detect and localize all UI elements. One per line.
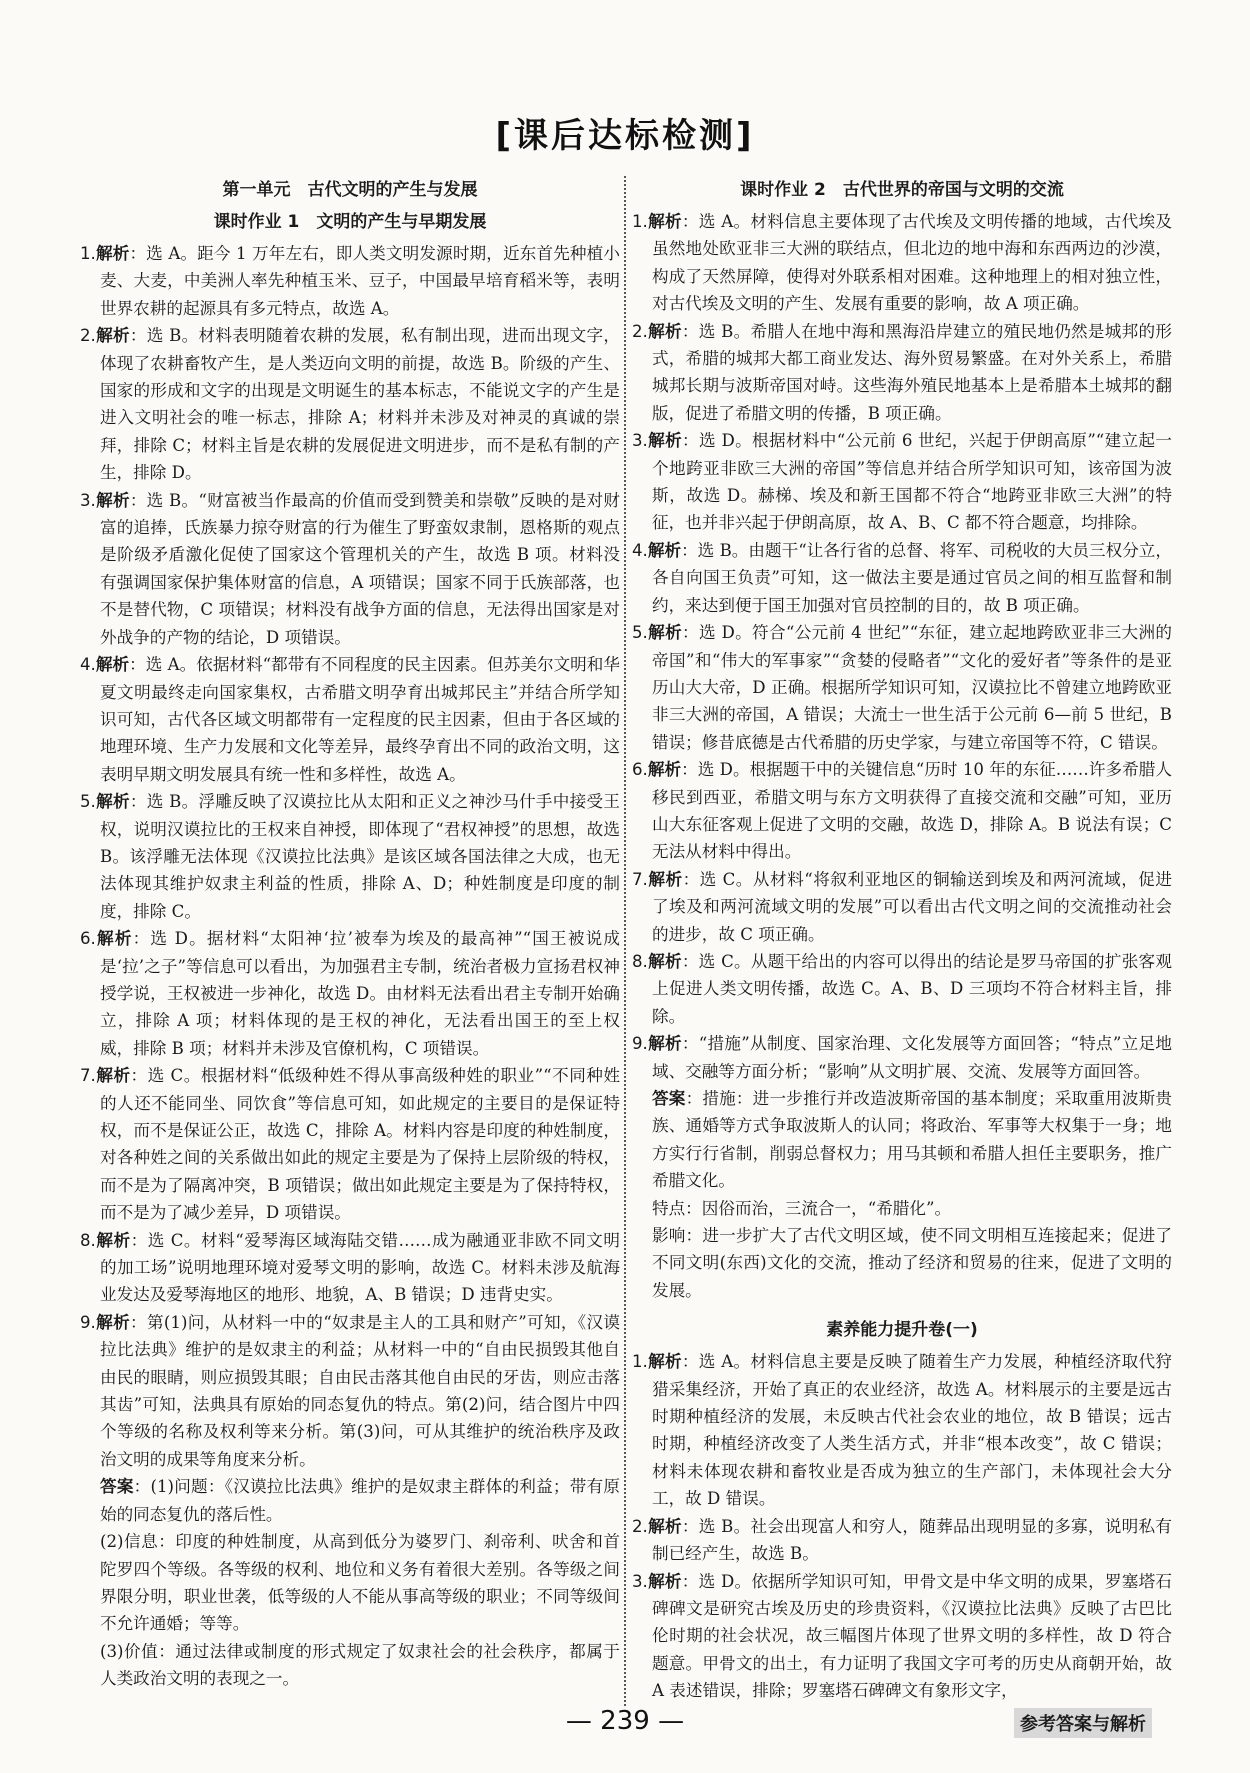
footer-label: 参考答案与解析 [1014, 1708, 1152, 1738]
item-number: 3. [632, 1571, 648, 1591]
answer-block [652, 1085, 1172, 1195]
unit-title: 第一单元 古代文明的产生与发展 [222, 180, 478, 200]
item-text: ：选 D。根据题干中的关键信息“历时 10 年的东征……许多希腊人移民到西亚，希腊文明与东方文明获得了直接交流和交融”可知，亚历山大东征客观上促进了文明的交融，故选 D，排除 A。B 说法有误；C 无法从材料中得出。 [652, 760, 1172, 862]
item-text: ：第(1)问，从材料一中的“奴隶是主人的工具和财产”可知，《汉谟拉比法典》维护的是奴隶主的利益；从材料一中的“自由民损毁其他自由民的眼睛，则应损毁其眼；自由民击落其他自由民的牙齿，则应击落其齿”可知，法典具有原始的同态复仇的特点。第(2)问，结合图片中四个等级的名称及权利等来分析。第(3)问，可从其维护的统治秩序及政治文明的成果等角度来分析。 [100, 1312, 621, 1469]
item-text: ：选 C。从材料“将叙利亚地区的铜输送到埃及和两河流域，促进了埃及和两河流域文明的发展”可以看出古代文明之间的交流推动社会的进步，故 C 项正确。 [652, 869, 1173, 944]
answer-item [632, 208, 1172, 318]
page-header [0, 108, 1250, 157]
answer-item [80, 1062, 620, 1226]
item-text: ：选 B。浮雕反映了汉谟拉比从太阳和正义之神沙马什手中接受王权，说明汉谟拉比的王权来自神授，即体现了“君权神授”的思想，故选 B。该浮雕无法体现《汉谟拉比法典》是该区域各国法律之大成，也无法体现其维护奴隶主利益的性质，排除 A、D；种姓制度是印度的制度，排除 C。 [100, 792, 621, 921]
answer-item [632, 948, 1172, 1030]
item-keyword: 解析 [95, 326, 130, 346]
item-keyword: 解析 [95, 244, 130, 263]
answer-item [632, 318, 1172, 428]
item-text: ：选 D。根据材料中“公元前 6 世纪，兴起于伊朗高原”“建立起一个地跨亚非欧三大洲的帝国”等信息并结合所学知识可知，该帝国为波斯，故选 D。赫梯、埃及和新王国都不符合“地跨亚非欧三大洲”的特征，也并非兴起于伊朗高原，故 A、B、C 都不符合题意，均排除。 [652, 431, 1172, 533]
item-text: ：“措施”从制度、国家治理、文化发展等方面回答；“特点”立足地域、交融等方面分析；“影响”从文明扩展、交流、发展等方面回答。 [652, 1034, 1172, 1081]
item-number: 2. [632, 1516, 648, 1536]
item-number: 1. [80, 244, 96, 263]
item-number: 1. [632, 1352, 648, 1372]
item-keyword: 解析 [647, 623, 683, 643]
header-title: [课后达标检测] [495, 116, 755, 156]
answer-item [632, 756, 1172, 866]
item-text: ：选 A。依据材料“都带有不同程度的民主因素。但苏美尔文明和华夏文明最终走向国家集权，古希腊文明孕育出城邦民主”并结合所学知识可知，古代各区域文明都带有一定程度的民主因素，但由于各区域的地理环境、生产力发展和文化等差异，最终孕育出不同的政治文明，这表明早期文明发展具有统一性和多样性，故选 A。 [100, 655, 620, 784]
item-keyword: 解析 [95, 655, 130, 675]
item-number: 4. [80, 655, 96, 675]
answer-text: (3)价值：通过法律或制度的形式规定了奴隶社会的社会秩序，都属于人类政治文明的表现之一。 [100, 1641, 620, 1689]
answer-item [632, 537, 1172, 619]
item-number: 1. [632, 212, 648, 231]
answer-item [632, 1513, 1172, 1568]
item-keyword: 解析 [647, 1516, 682, 1536]
answer-item [632, 619, 1172, 756]
item-keyword: 解析 [95, 1312, 131, 1332]
item-keyword: 解析 [647, 321, 682, 341]
answer-item [632, 427, 1172, 537]
answer-item [632, 1568, 1172, 1705]
item-number: 4. [632, 540, 648, 560]
item-number: 5. [80, 792, 96, 812]
answer-text: ：(1)问题：《汉谟拉比法典》维护的是奴隶主群体的利益；带有原始的同态复仇的落后性。 [100, 1477, 620, 1524]
item-keyword: 解析 [647, 540, 682, 560]
item-text: ：选 D。据材料“太阳神‘拉’被奉为埃及的最高神”“国王被说成是‘拉’之子”等信息可以看出，为加强君主专制，统治者极力宣扬君权神授学说，王权被进一步神化，故选 D。由材料无法看出君主专制开始确立，排除 A 项；材料体现的是王权的神化，无法看出国王的至上权威，排除 B 项；材料并未涉及官僚机构，C 项错误。 [100, 929, 621, 1058]
item-keyword: 解析 [647, 1352, 682, 1372]
item-text: ：选 C。材料“爱琴海区域海陆交错……成为融通亚非欧不同文明的加工场”说明地理环境对爱琴文明的影响，故选 C。材料未涉及航海业发达及爱琴海地区的地形、地貌，A、B 错误；D 违背史实。 [100, 1230, 621, 1305]
item-text: ：选 C。从题干给出的内容可以得出的结论是罗马帝国的扩张客观上促进人类文明传播，故选 C。A、B、D 三项均不符合材料主旨，排除。 [652, 951, 1172, 1026]
answer-item [80, 925, 620, 1062]
item-text: ：选 B。希腊人在地中海和黑海沿岸建立的殖民地仍然是城邦的形式，希腊的城邦大都工商业发达、海外贸易繁盛。在对外关系上，希腊城邦长期与波斯帝国对峙。这些海外殖民地基本上是希腊本土城邦的翻版，促进了希腊文明的传播，B 项正确。 [652, 321, 1173, 423]
item-number: 7. [80, 1066, 96, 1086]
answer-keyword: 答案 [652, 1089, 686, 1108]
lesson-title: 课时作业 1 文明的产生与早期发展 [213, 212, 487, 232]
answer-text: (2)信息：印度的种姓制度，从高到低分为婆罗门、刹帝利、吠舍和首陀罗四个等级。各等级的权利、地位和义务有着很大差别。各等级之间界限分明，职业世袭，低等级的人不能从事高等级的职业；不同等级间不允许通婚；等等。 [100, 1532, 620, 1634]
answer-keyword: 答案 [100, 1477, 134, 1497]
right-column [632, 176, 1172, 1705]
answer-item [632, 1030, 1172, 1085]
item-number: 8. [80, 1230, 96, 1250]
page-number: — 239 — [565, 1706, 685, 1736]
item-keyword: 解析 [647, 1034, 682, 1054]
item-keyword: 解析 [647, 951, 682, 971]
column-divider [624, 176, 626, 1706]
item-number: 2. [80, 326, 96, 346]
item-keyword: 解析 [647, 431, 683, 451]
item-number: 7. [632, 869, 648, 889]
item-keyword: 解析 [95, 1230, 131, 1250]
item-keyword: 解析 [95, 792, 130, 812]
answer-text: ：措施：进一步推行并改造波斯帝国的基本制度；采取重用波斯贵族、通婚等方式争取波斯人的认同；将政治、军事等大权集于一身；地方实行行省制，削弱总督权力；用马其顿和希腊人担任主要职务，推广希腊文化。 [652, 1089, 1173, 1191]
item-text: ：选 A。材料信息主要体现了古代埃及文明传播的地域，古代埃及虽然地处欧亚非三大洲的联结点，但北边的地中海和东西两边的沙漠，构成了天然屏障，使得对外联系相对困难。这种地理上的相对独立性，对古代埃及文明的产生、发展有重要的影响，故 A 项正确。 [652, 212, 1172, 314]
item-text: ：选 D。依据所学知识可知，甲骨文是中华文明的成果，罗塞塔石碑碑文是研究古埃及历史的珍贵资料，《汉谟拉比法典》反映了古巴比伦时期的社会状况，故三幅图片体现了世界文明的多样性，故 D 符合题意。甲骨文的出土，有力证明了我国文字可考的历史从商朝开始，故 A 表述错误，排除；罗塞塔石碑碑文有象形文字， [652, 1571, 1173, 1701]
item-keyword: 解析 [95, 490, 130, 510]
item-text: ：选 B。“财富被当作最高的价值而受到赞美和崇敬”反映的是对财富的追捧，氏族暴力掠夺财富的行为催生了野蛮奴隶制，恩格斯的观点是阶级矛盾激化促使了国家这个管理机关的产生，故选 B 项。材料没有强调国家保护集体财富的信息，A 项错误；国家不同于氏族部落，也不是替代物，C 项错误；材料没有战争方面的信息，无法得出国家是对外战争的产物的结论，D 项错误。 [100, 490, 621, 647]
lesson-title: 课时作业 2 古代世界的帝国与文明的交流 [740, 180, 1064, 200]
item-keyword: 解析 [647, 869, 683, 889]
answer-item [80, 322, 620, 486]
answer-item [80, 1309, 620, 1473]
item-number: 9. [632, 1034, 648, 1054]
answer-item [80, 1227, 620, 1309]
answer-item [80, 651, 620, 788]
answer-item [632, 1348, 1172, 1512]
item-keyword: 解析 [95, 1066, 131, 1086]
item-text: ：选 B。社会出现富人和穷人，随葬品出现明显的多寡，说明私有制已经产生，故选 B。 [652, 1516, 1173, 1564]
item-text: ：选 C。根据材料“低级种姓不得从事高级种姓的职业”“不同种姓的人还不能同坐、同饮食”等信息可知，如此规定的主要目的是保证特权，而不是保证公正，故选 C，排除 A。材料内容是印度的种姓制度，对各种姓之间的关系做出如此的规定主要是为了保持上层阶级的特权，而不是为了隔离冲突，B 项错误；做出如此规定主要是为了保持特权，而不是为了减少差异，D 项错误。 [100, 1066, 621, 1223]
item-keyword: 解析 [647, 212, 682, 231]
item-number: 2. [632, 321, 648, 341]
item-number: 5. [632, 623, 648, 643]
answer-text: 特点：因俗而治，三流合一，“希腊化”。 [652, 1198, 952, 1218]
answer-text: 影响：进一步扩大了古代文明区域，使不同文明相互连接起来；促进了不同文明(东西)文化的交流，推动了经济和贸易的往来，促进了文明的发展。 [652, 1226, 1172, 1300]
item-number: 6. [80, 929, 96, 949]
item-number: 8. [632, 951, 648, 971]
answer-item [80, 788, 620, 925]
item-number: 6. [632, 760, 648, 780]
answer-block [100, 1473, 620, 1528]
item-text: ：选 A。材料信息主要是反映了随着生产力发展，种植经济取代狩猎采集经济，开始了真正的农业经济，故选 A。材料展示的主要是远古时期种植经济的发展，未反映古代社会农业的地位，故 B 错误；远古时期，种植经济改变了人类生活方式，并非“根本改变”，故 C 错误；材料未体现农耕和畜牧业是否成为独立的生产部门，未体现社会大分工，故 D 错误。 [652, 1352, 1172, 1509]
item-text: ：选 B。材料表明随着农耕的发展，私有制出现，进而出现文字，体现了农耕畜牧产生，是人类迈向文明的前提，故选 B。阶级的产生、国家的形成和文字的出现是文明诞生的基本标志，不能说文字的产生是进入文明社会的唯一标志，排除 A；材料并未涉及对神灵的真诚的崇拜，排除 C；材料主旨是农耕的发展促进文明进步，而不是私有制的产生，排除 D。 [100, 326, 621, 483]
left-column [80, 176, 620, 1693]
section-title: 素养能力提升卷(一) [826, 1320, 978, 1341]
item-text: ：选 A。距今 1 万年左右，即人类文明发源时期，近东首先种植小麦、大麦，中美洲人率先种植玉米、豆子，中国最早培育稻米等，表明世界农耕的起源具有多元特点，故选 A。 [100, 244, 620, 318]
item-text: ：选 B。由题干“让各行省的总督、将军、司税收的大员三权分立，各自向国王负责”可知，这一做法主要是通过官员之间的相互监督和制约，来达到便于国王加强对官员控制的目的，故 B 项正确。 [652, 540, 1173, 615]
item-text: ：选 D。符合“公元前 4 世纪”“东征，建立起地跨欧亚非三大洲的帝国”和“伟大的军事家”“贪婪的侵略者”“文化的爱好者”等条件的是亚历山大大帝，D 正确。根据所学知识可知，汉谟拉比不曾建立地跨欧亚非三大洲的帝国，A 错误；大流士一世生活于公元前 6—前 5 世纪，B 错误；修昔底德是古代希腊的历史学家，与建立帝国等不符，C 错误。 [652, 623, 1172, 752]
answer-item [632, 866, 1172, 948]
item-number: 3. [80, 490, 96, 510]
answer-item [80, 240, 620, 322]
item-number: 3. [632, 431, 648, 451]
answer-item [80, 487, 620, 651]
item-keyword: 解析 [95, 929, 133, 949]
item-number: 9. [80, 1312, 96, 1332]
item-keyword: 解析 [647, 760, 682, 780]
item-keyword: 解析 [647, 1571, 682, 1591]
